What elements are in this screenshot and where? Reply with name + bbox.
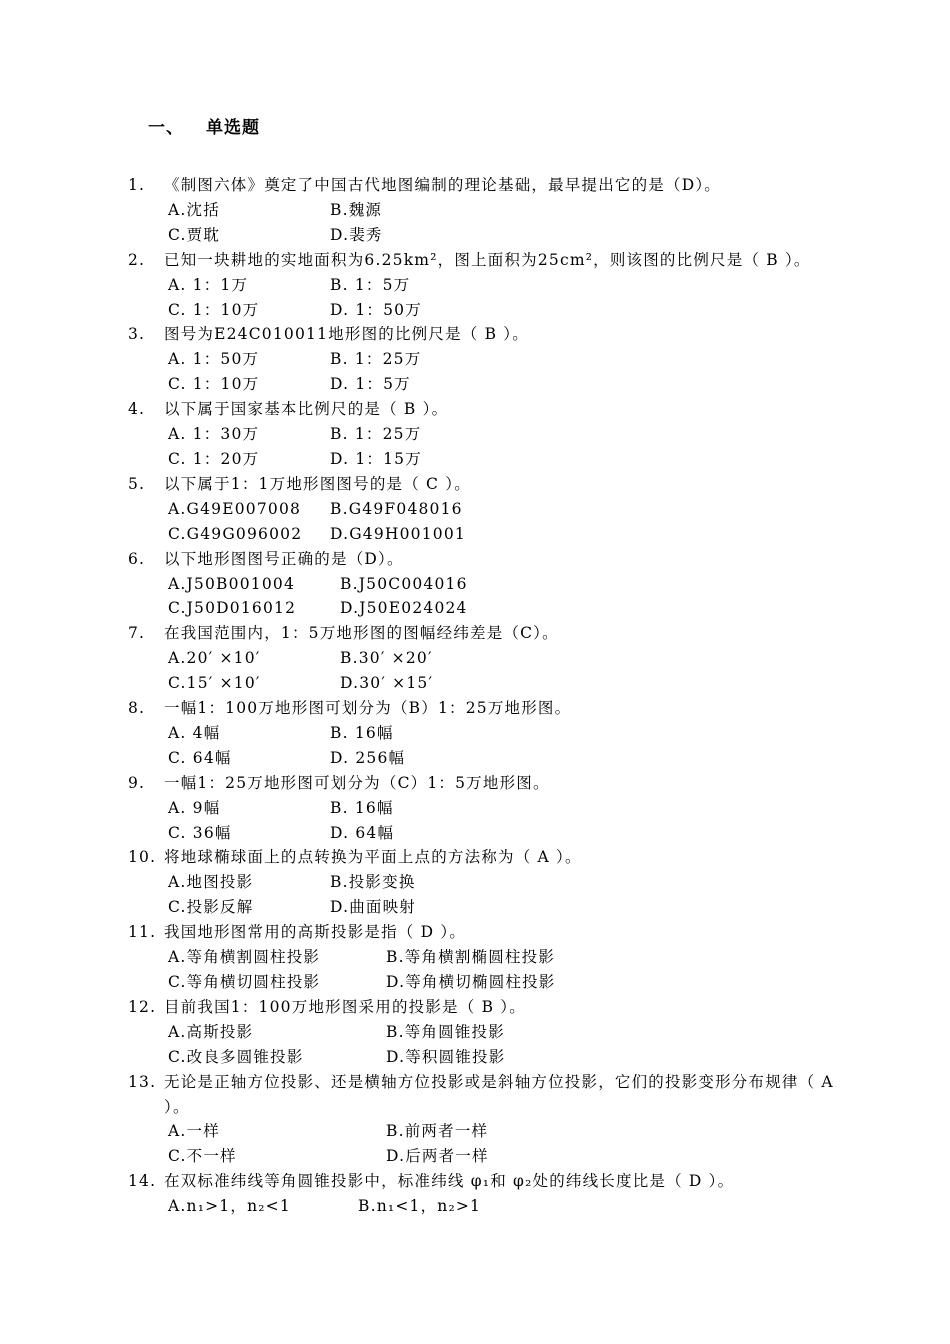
answer-option: B. 1：5万 <box>330 275 411 294</box>
question-stem <box>128 472 858 497</box>
answer-option: B. 16幅 <box>330 798 394 817</box>
question-item <box>128 472 858 547</box>
answer-option: B. 1：25万 <box>330 425 422 444</box>
option-row <box>128 447 858 472</box>
answer-option: D. 1：5万 <box>330 375 411 394</box>
question-text: 无论是正轴方位投影、还是横轴方位投影或是斜轴方位投影，它们的投影变形分布规律（ A ）。 <box>164 1072 834 1116</box>
question-item <box>128 397 858 472</box>
question-number: 14. <box>128 1172 157 1191</box>
answer-option: C. 1：20万 <box>168 449 260 468</box>
option-row <box>128 522 858 547</box>
answer-option: A. 9幅 <box>168 798 221 817</box>
question-item <box>128 995 858 1070</box>
option-row <box>128 945 858 970</box>
option-row <box>128 223 858 248</box>
question-item <box>128 771 858 846</box>
answer-option: C.等角横切圆柱投影 <box>168 973 321 991</box>
question-stem <box>128 621 858 646</box>
question-stem <box>128 322 858 347</box>
question-number: 13. <box>128 1072 157 1091</box>
option-row <box>128 970 858 995</box>
option-row <box>128 646 858 671</box>
answer-option: C. 36幅 <box>168 823 232 842</box>
answer-option: B.等角圆锥投影 <box>386 1022 505 1041</box>
question-number: 5. <box>128 474 146 493</box>
answer-option: D.30′ ×15′ <box>340 674 434 693</box>
question-number: 7. <box>128 624 146 643</box>
answer-option: B. 1：25万 <box>330 350 422 369</box>
answer-option: D.等角横切椭圆柱投影 <box>386 973 556 991</box>
answer-option: A. 1：30万 <box>168 425 260 444</box>
option-row <box>128 497 858 522</box>
question-item <box>128 621 858 696</box>
question-stem <box>128 696 858 721</box>
answer-option: A.20′ ×10′ <box>168 649 261 668</box>
question-text: 在我国范围内，1：5万地形图的图幅经纬差是（C）。 <box>164 624 559 643</box>
option-row <box>128 347 858 372</box>
question-item <box>128 322 858 397</box>
answer-option: D.裴秀 <box>330 225 383 244</box>
answer-option: D. 1：50万 <box>330 300 422 319</box>
answer-option: A. 1：50万 <box>168 350 260 369</box>
question-item <box>128 845 858 920</box>
question-text: 以下属于国家基本比例尺的是（ B ）。 <box>164 400 449 419</box>
question-item <box>128 248 858 323</box>
answer-option: C. 1：10万 <box>168 300 260 319</box>
answer-option: C.改良多圆锥投影 <box>168 1047 304 1066</box>
question-item <box>128 1169 858 1219</box>
question-number: 11. <box>128 923 157 942</box>
question-text: 已知一块耕地的实地面积为6.25km²，图上面积为25cm²，则该图的比例尺是（ B ）。 <box>164 250 811 269</box>
answer-option: D. 64幅 <box>330 823 395 842</box>
question-text: 一幅1：100万地形图可划分为（B）1：25万地形图。 <box>164 699 572 718</box>
answer-option: A.J50B001004 <box>168 574 296 593</box>
question-text: 目前我国1：100万地形图采用的投影是（ B ）。 <box>164 997 526 1016</box>
answer-option: D.J50E024024 <box>340 599 468 618</box>
question-stem <box>128 845 858 870</box>
answer-option: A. 1：1万 <box>168 275 249 294</box>
question-stem <box>128 995 858 1020</box>
question-text: 一幅1：25万地形图可划分为（C）1：5万地形图。 <box>164 773 550 792</box>
question-text: 《制图六体》奠定了中国古代地图编制的理论基础，最早提出它的是（D）。 <box>164 176 721 194</box>
option-row <box>128 746 858 771</box>
option-row <box>128 1144 858 1169</box>
option-row <box>128 198 858 223</box>
question-stem <box>128 771 858 796</box>
option-row <box>128 572 858 597</box>
answer-option: B.前两者一样 <box>386 1122 489 1141</box>
question-number: 9. <box>128 773 146 792</box>
option-row <box>128 671 858 696</box>
question-stem <box>128 1070 858 1120</box>
option-row <box>128 870 858 895</box>
answer-option: C. 1：10万 <box>168 375 260 394</box>
answer-option: B.等角横割椭圆柱投影 <box>386 948 556 967</box>
question-number: 6. <box>128 549 146 568</box>
question-number: 1. <box>128 176 146 194</box>
option-row <box>128 895 858 920</box>
question-stem <box>128 248 858 273</box>
section-number: 一、 <box>148 118 184 138</box>
question-text: 在双标准纬线等角圆锥投影中，标准纬线 φ₁和 φ₂处的纬线长度比是（ D ）。 <box>164 1172 735 1191</box>
question-stem <box>128 547 858 572</box>
answer-option: D.G49H001001 <box>330 524 466 543</box>
question-stem <box>128 397 858 422</box>
question-item <box>128 173 858 248</box>
answer-option: C.不一样 <box>168 1147 237 1166</box>
question-number: 12. <box>128 997 157 1016</box>
answer-option: A.地图投影 <box>168 873 254 892</box>
answer-option: C.贾耽 <box>168 225 221 244</box>
question-text: 将地球椭球面上的点转换为平面上点的方法称为（ A ）。 <box>164 848 582 867</box>
answer-option: B.魏源 <box>330 200 383 219</box>
answer-option: B. 16幅 <box>330 723 394 742</box>
answer-option: D. 256幅 <box>330 748 406 767</box>
question-number: 4. <box>128 400 146 419</box>
answer-option: D.等积圆锥投影 <box>386 1047 506 1066</box>
answer-option: A.高斯投影 <box>168 1022 254 1041</box>
answer-option: C.15′ ×10′ <box>168 674 261 693</box>
answer-option: C. 64幅 <box>168 748 232 767</box>
answer-option: C.投影反解 <box>168 898 254 917</box>
option-row <box>128 596 858 621</box>
answer-option: A.n₁>1，n₂<1 <box>168 1197 291 1216</box>
answer-option: A.G49E007008 <box>168 499 302 518</box>
option-row <box>128 1020 858 1045</box>
option-row <box>128 796 858 821</box>
question-item <box>128 920 858 995</box>
question-number: 10. <box>128 848 157 867</box>
question-item <box>128 696 858 771</box>
option-row <box>128 821 858 846</box>
option-row <box>128 372 858 397</box>
question-number: 3. <box>128 325 146 344</box>
option-row <box>128 422 858 447</box>
question-stem <box>128 920 858 945</box>
answer-option: B.J50C004016 <box>340 574 468 593</box>
question-item <box>128 1070 858 1170</box>
answer-option: B.30′ ×20′ <box>340 649 433 668</box>
answer-option: A.沈括 <box>168 200 220 219</box>
option-row <box>128 273 858 298</box>
answer-option: C.G49G096002 <box>168 524 303 543</box>
answer-option: A.等角横割圆柱投影 <box>168 948 321 967</box>
section-title: 单选题 <box>206 118 260 138</box>
question-text: 以下地形图图号正确的是（D）。 <box>164 549 404 568</box>
question-text: 我国地形图常用的高斯投影是指（ D ）。 <box>164 923 467 942</box>
option-row <box>128 298 858 323</box>
question-list <box>128 173 858 1219</box>
option-row <box>128 721 858 746</box>
question-text: 以下属于1：1万地形图图号的是（ C ）。 <box>164 474 471 493</box>
answer-option: D. 1：15万 <box>330 449 422 468</box>
question-number: 8. <box>128 699 146 718</box>
answer-option: A.一样 <box>168 1122 220 1141</box>
answer-option: D.后两者一样 <box>386 1147 489 1166</box>
answer-option: B.n₁<1，n₂>1 <box>358 1197 482 1216</box>
question-text: 图号为E24C010011地形图的比例尺是（ B ）。 <box>164 325 529 344</box>
question-stem <box>128 1169 858 1194</box>
option-row <box>128 1119 858 1144</box>
question-stem <box>128 173 858 198</box>
option-row <box>128 1045 858 1070</box>
option-row <box>128 1194 858 1219</box>
answer-option: B.投影变换 <box>330 873 416 892</box>
answer-option: C.J50D016012 <box>168 599 297 618</box>
question-item <box>128 547 858 622</box>
answer-option: D.曲面映射 <box>330 898 417 917</box>
question-number: 2. <box>128 250 146 269</box>
section-heading <box>148 113 260 138</box>
answer-option: A. 4幅 <box>168 723 221 742</box>
answer-option: B.G49F048016 <box>330 499 463 518</box>
